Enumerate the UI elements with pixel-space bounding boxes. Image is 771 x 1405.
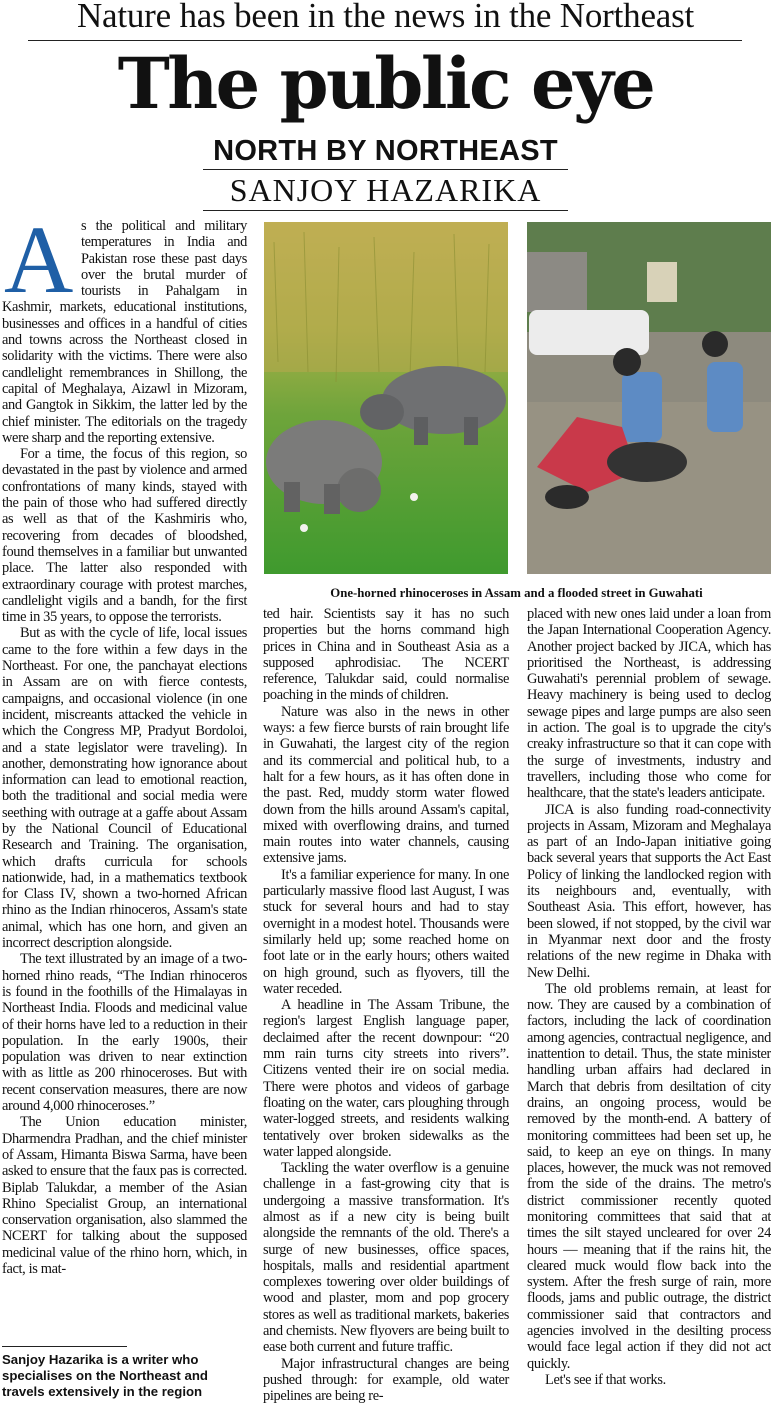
column-rule-top <box>203 169 568 170</box>
page-title: The public eye <box>117 42 654 125</box>
paragraph: The Union education minister, Dharmendra Pradhan, and the chief minister of Assam, Himanta Biswa Sarma, have been asked to ensure that the faux pas is corrected. Biplab Talukdar, a member of the Asian Rhino Specialist Group, an international conservation organisation, also slammed the NCERT for talking about the supposed medicinal value of the rhino horn, which, in fact, is mat- <box>2 1114 247 1277</box>
article-column-2 <box>263 606 509 1404</box>
photo-caption: One-horned rhinoceroses in Assam and a flooded street in Guwahati <box>330 586 703 600</box>
paragraph: It's a familiar experience for many. In one particularly massive flood last August, I was stuck for several hours and had to stay overnight in a modest hotel. Thousands were similarly held up; some reached home on foot late or in the early hours; others waited on high ground, such as flyovers, till the water receded. <box>263 866 509 997</box>
paragraph: The old problems remain, at least for now. They are caused by a combination of factors, including the lack of coordination among agencies, contractual negligence, and inattention to detail. Thus, the state minister handling urban affairs had declared in March that debris from desiltation of city drains, an ongoing process, would be removed by the month-end. A battery of monitoring committees had been set up, he said, to keep an eye on things. In many places, however, the muck was not removed from the side of the drains. The metro's district commissioner recently quoted monitoring committees that said that at times the silt stayed uncleared for over 24 hours — meaning that if the rains hit, the cleared muck would flow back into the system. After the fresh surge of rain, more floods, jams and public outrage, the district commissioner said that contractors and agencies involved in the desilting process would face legal action if they did not act quickly. <box>527 980 771 1372</box>
article-column-3 <box>527 606 771 1404</box>
paragraph: Let's see if that works. <box>545 1371 666 1388</box>
paragraph: Major infrastructural changes are being pushed through: for example, old water pipelines are being re- <box>263 1355 509 1405</box>
article-column-1 <box>2 206 247 1338</box>
drop-cap: A <box>4 206 73 313</box>
author-bio: Sanjoy Hazarika is a writer who specialises on the Northeast and travels extensively in the region <box>2 1352 208 1399</box>
paragraph: A headline in The Assam Tribune, the region's largest English language paper, declaimed after the recent downpour: “20 mm rain turns city streets into rivers”. Citizens vented their ire on social media. There were photos and videos of garbage floating on the water, cars ploughing through water-logged streets, and residents walking tentatively over broken sidewalks as the water lapped alongside. <box>263 997 509 1160</box>
paragraph: placed with new ones laid under a loan from the Japan International Cooperation Agency. Another project backed by JICA, which has prioritised the Northeast, is addressing Guwahati's perennial problem of sewage. Heavy machinery is being used to declog sewage pipes and large pumps are also seen in action. The goal is to upgrade the city's creaky infrastructure so that it can cope with the surge of investments, industry and travellers, including those who come for healthcare, that the state's leaders anticipate. <box>527 606 771 802</box>
byline: SANJOY HAZARIKA <box>229 172 542 208</box>
rhino-photo <box>264 222 508 574</box>
paragraph: But as with the cycle of life, local issues came to the fore within a few days in the Northeast. For one, the panchayat elections in Assam are on with fierce contests, campaigns, and occasional violence (in one incident, miscreants attacked the vehicle in which the Congress MP, Pradyut Bordoloi, and a state legislator were traveling). In another, demonstrating how ignorance about information can lead to emotional reaction, both the traditional and social media were seething with outrage at a gaffe about Assam by the National Council of Educational Research and Training. The organisation, which drafts curricula for schools nationwide, had, in a mathematics textbook for Class IV, shown a two-horned African rhino as the Indian rhinoceros, Assam's state animal, which has one horn, and given an incorrect description alongside. <box>2 625 247 952</box>
column-rule-bottom <box>203 210 568 211</box>
bio-rule <box>2 1346 127 1347</box>
paragraph: As the political and military temperatures in India and Pakistan rose these past days over the brutal murder of tourists in Pahalgam in Kashmir, markets, educational institutions, businesses and offices in a handful of cities and towns across the Northeast closed in solidarity with the victims. There were also candlelight remembrances in Shillong, the capital of Meghalaya, Aizawl in Mizoram, and Gangtok in Sikkim, the latter led by the chief minister. The editorials on the tragedy were sharp and the reporting extensive. <box>2 206 247 446</box>
rhino-photo-image <box>264 222 508 574</box>
column-name: NORTH BY NORTHEAST <box>213 135 558 167</box>
paragraph: JICA is also funding road-connectivity projects in Assam, Mizoram and Meghalaya as part of an Indo-Japan initiative going back several years that supports the Act East Policy of linking the landlocked region with its neighbours and, eventually, with Southeast Asia. This effort, however, has been slowed, if not stopped, by the civil war in Myanmar next door and the frosty relations of the new regime in Dhaka with New Delhi. <box>527 801 771 981</box>
paragraph: The text illustrated by an image of a two-horned rhino reads, “The Indian rhinoceros is found in the foothills of the Himalayas in Northeast India. Floods and medicinal value of their horns have led to a reduction in their population. In the early 1900s, their population was driven to near extinction with as little as 200 rhinoceroses. But with recent conservation measures, there are now around 4,000 rhinoceroses.” <box>2 951 247 1115</box>
paragraph: For a time, the focus of this region, so devastated in the past by violence and armed confrontations of many kinds, stayed with the pain of those who had suffered directly as well as that of the Kashmiris who, recovering from decades of bloodshed, found themselves in a familiar but unwanted place. The latter also responded with extraordinary courage with protest marches, candlelight vigils and a bandh, for the first time in 35 years, to oppose the terrorists. <box>2 446 247 626</box>
kicker-headline: Nature has been in the news in the Northeast <box>76 0 695 35</box>
flood-photo-image <box>527 222 771 574</box>
paragraph: ted hair. Scientists say it has no such properties but the horns command high prices in China and in Southeast Asia as a supposed aphrodisiac. The NCERT reference, Talukdar said, could normalise poaching in the minds of children. <box>263 606 509 704</box>
paragraph: Tackling the water overflow is a genuine challenge in a fast-growing city that is undergoing a massive transformation. It's almost as if a new city is being built alongside the remnants of the old. There's a surge of new businesses, office spaces, hospitals, malls and residential apartment complexes towering over older buildings of wood and plaster, mom and pop grocery stores as well as traditional markets, bakeries and chemists. New flyovers are being built to ease both current and future traffic. <box>263 1160 509 1356</box>
flood-photo <box>527 222 771 574</box>
paragraph: Nature was also in the news in other ways: a few fierce bursts of rain brought life in Guwahati, the largest city of the region and its commercial and political hub, to a halt for a few hours, as it has often done in the past. Red, muddy storm water flowed down from the hills around Assam's capital, mixed with overflowing drains, and turned main routes into water channels, causing extensive jams. <box>263 703 509 867</box>
